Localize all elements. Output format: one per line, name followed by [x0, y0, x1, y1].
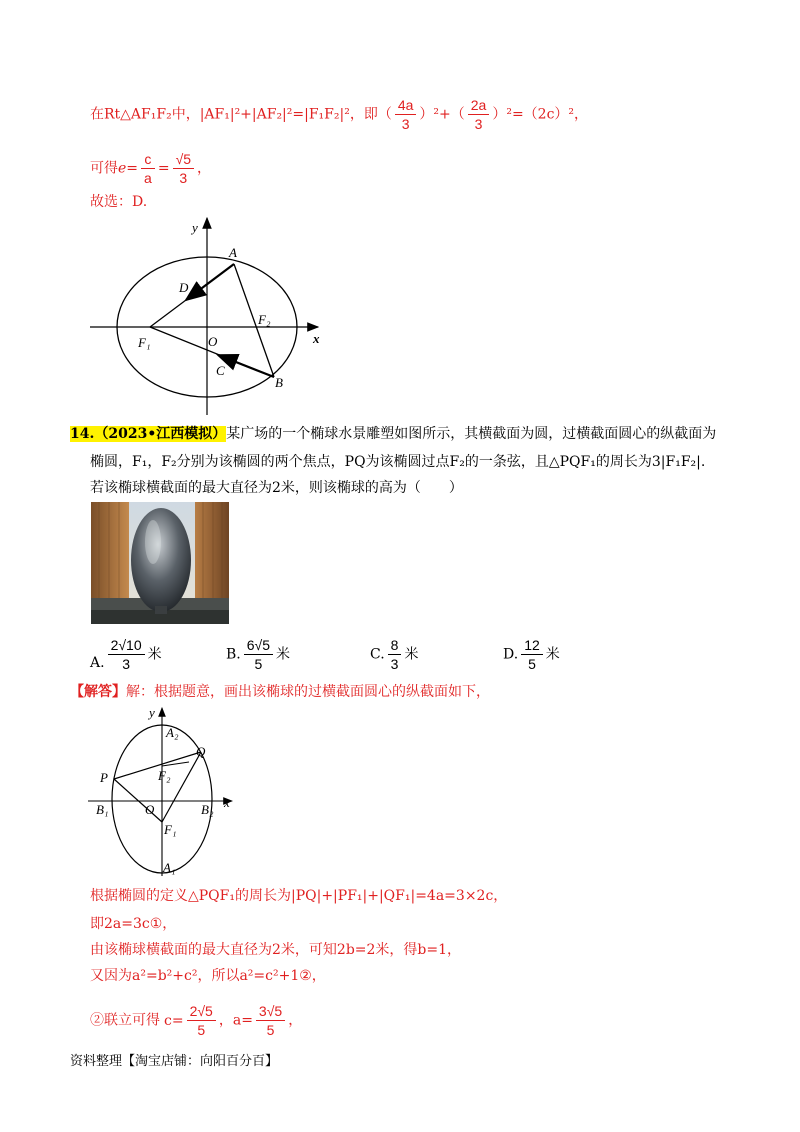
numerator: 8 — [388, 636, 402, 655]
option-label: D. — [503, 646, 519, 663]
label-F1: F₁ — [138, 335, 151, 350]
denominator: 3 — [401, 116, 410, 132]
label-A2: A₂ — [166, 725, 179, 740]
label-x: x — [224, 795, 230, 810]
answer-intro — [70, 682, 490, 702]
text: ，a= — [218, 1012, 253, 1029]
numerator: c — [141, 150, 155, 169]
fraction — [187, 1002, 216, 1039]
fraction — [173, 150, 194, 187]
answer-line-3: 由该椭球横截面的最大直径为2米，可知2b=2米，得b=1， — [90, 942, 462, 958]
option-label: C. — [370, 646, 385, 663]
fraction — [244, 636, 273, 673]
ellipse-figure-2 — [86, 704, 236, 880]
solution-line-1 — [90, 96, 588, 133]
label-D: D — [179, 280, 189, 295]
fraction — [388, 636, 402, 673]
numerator: 2√5 — [187, 1002, 216, 1021]
option-a[interactable] — [90, 636, 162, 673]
option-b[interactable] — [226, 636, 290, 673]
sculpture-photo — [91, 502, 229, 624]
vector-BC — [218, 355, 274, 377]
answer-line-5 — [90, 1002, 302, 1039]
denominator: 3 — [390, 656, 399, 672]
option-unit: 米 — [147, 646, 162, 663]
denominator: a — [144, 170, 152, 186]
fraction — [256, 1002, 285, 1039]
text: c= — [164, 1012, 184, 1029]
label-B: B — [275, 375, 283, 390]
solution-line-2 — [90, 150, 211, 187]
fraction — [141, 150, 155, 187]
answer-line-4: 又因为a²=b²+c²，所以a²=c²+1②， — [90, 968, 326, 984]
numerator: √5 — [173, 150, 194, 169]
label-C: C — [216, 363, 225, 378]
text: ）²=（2c）²， — [492, 106, 589, 123]
label-F2: F₂ — [258, 312, 271, 327]
label-B1: B₁ — [96, 802, 109, 817]
fraction — [108, 636, 145, 673]
denominator: 5 — [197, 1022, 206, 1038]
question-source: （2023•江西模拟） — [94, 426, 227, 442]
text: 可得 — [90, 160, 118, 177]
option-unit: 米 — [545, 646, 560, 663]
option-label: B. — [226, 646, 241, 663]
denominator: 5 — [266, 1022, 275, 1038]
vector-AD — [186, 264, 234, 300]
label-A1: A₁ — [163, 860, 176, 875]
numerator: 2√10 — [108, 636, 145, 655]
answer-tag: 【解答】 — [70, 684, 126, 700]
numerator: 6√5 — [244, 636, 273, 655]
question-14-line-3: 若该椭球横截面的最大直径为2米，则该椭球的高为（ ） — [90, 480, 463, 496]
question-14-line-2: 椭圆，F₁，F₂分别为该椭圆的两个焦点，PQ为该椭圆过点F₂的一条弦，且△PQF₁的周长为3|F₁F₂|. — [90, 454, 706, 470]
question-number: 14. — [70, 426, 95, 442]
label-y: y — [149, 705, 155, 720]
label-B2: B₂ — [201, 802, 214, 817]
text: ②联立可得 — [90, 1012, 160, 1029]
footer-text: 资料整理【淘宝店铺：向阳百分百】 — [70, 1054, 279, 1069]
numerator: 4a — [395, 96, 417, 115]
text: ， — [288, 1012, 303, 1029]
option-unit: 米 — [404, 646, 419, 663]
denominator: 5 — [254, 656, 263, 672]
option-c[interactable] — [370, 636, 418, 673]
label-Q: Q — [196, 744, 206, 759]
label-F2: F₂ — [158, 768, 171, 783]
label-y: y — [192, 220, 198, 235]
text: e — [118, 160, 127, 177]
label-F1: F₁ — [164, 822, 177, 837]
numerator: 2a — [468, 96, 490, 115]
fraction — [521, 636, 543, 673]
option-d[interactable] — [503, 636, 560, 673]
text: = — [157, 160, 170, 177]
label-P: P — [100, 770, 108, 785]
fraction — [395, 96, 417, 133]
solution-line-3: 故选：D. — [90, 194, 148, 210]
option-label: A. — [90, 655, 105, 671]
text: 在Rt△AF₁F₂中，|AF₁|²+|AF₂|²=|F₁F₂|²，即（ — [90, 106, 392, 123]
denominator: 5 — [528, 656, 536, 672]
answer-intro-text: 解：根据题意，画出该椭球的过横截面圆心的纵截面如下， — [126, 684, 490, 700]
answer-line-2: 即2a=3c①， — [90, 916, 177, 932]
denominator: 3 — [179, 170, 188, 186]
denominator: 3 — [122, 656, 130, 672]
option-unit: 米 — [276, 646, 291, 663]
text: ）²+（ — [419, 106, 465, 123]
text: = — [126, 160, 139, 177]
text: ， — [197, 160, 212, 177]
numerator: 12 — [521, 636, 543, 655]
label-O: O — [145, 802, 155, 817]
label-A: A — [229, 245, 237, 260]
label-O: O — [208, 334, 218, 349]
question-14-line-1 — [70, 424, 716, 444]
question-text: 某广场的一个椭球水景雕塑如图所示，其横截面为圆，过横截面圆心的纵截面为 — [226, 426, 717, 442]
answer-line-1: 根据椭圆的定义△PQF₁的周长为|PQ|+|PF₁|+|QF₁|=4a=3×2c， — [90, 888, 508, 904]
label-x: x — [313, 331, 320, 346]
numerator: 3√5 — [256, 1002, 285, 1021]
denominator: 3 — [474, 116, 483, 132]
ellipse-figure-1 — [86, 212, 326, 418]
fraction — [468, 96, 490, 133]
